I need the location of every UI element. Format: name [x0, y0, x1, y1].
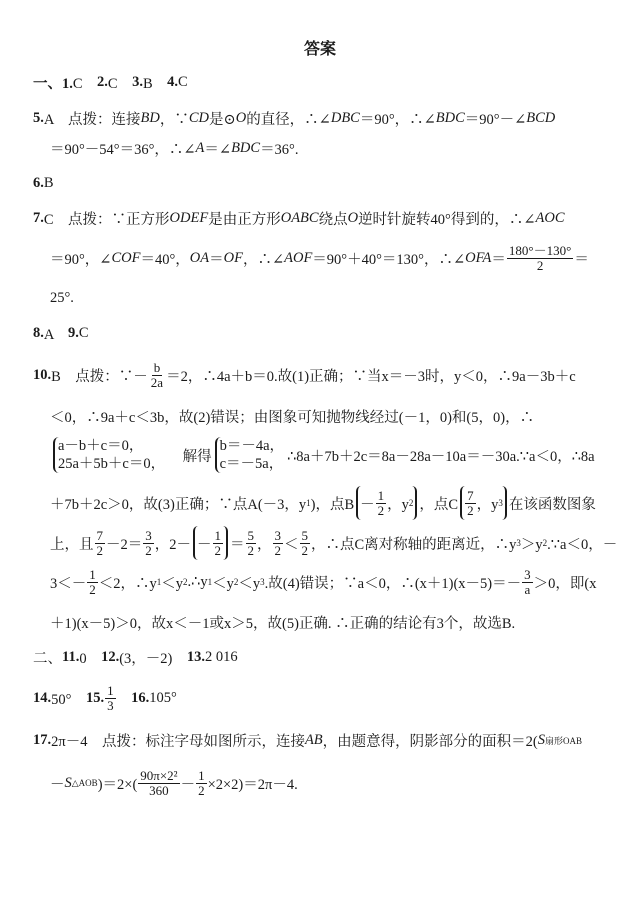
answer-line	[33, 730, 582, 750]
text-segment: ＝90°，∴∠	[359, 111, 436, 128]
text-segment: 解得	[168, 448, 212, 465]
fraction-numerator: b	[153, 359, 161, 375]
text-segment: ＜0，∴9a＋c＜3b，故(2)错误；由图象可知抛物线经过(－1，0)和(5，0)，∴	[50, 409, 535, 426]
math-variable: S	[537, 731, 545, 748]
question-number: 3.	[132, 73, 143, 90]
text-segment: ＝	[574, 251, 589, 268]
fraction	[507, 244, 573, 273]
fraction-numerator: 5	[247, 527, 254, 543]
text-segment: .故(4)错误；∵a＜0，∴(x＋1)(x－5)＝－	[264, 575, 522, 592]
question-number: 9.	[68, 324, 79, 341]
fraction-numerator: 3	[274, 527, 281, 543]
text-segment: ＋1)(x－5)＞0，故x＜－1或x＞5，故(5)正确. ∴正确的结论有3个，故选B.	[50, 615, 516, 632]
answer-line	[33, 647, 238, 667]
question-number: 15.	[85, 689, 105, 706]
question-number: 12.	[101, 648, 120, 665]
fraction-denominator: 2	[536, 257, 544, 273]
subscript: 3	[498, 498, 503, 508]
text-segment: ＜y	[212, 575, 234, 592]
fraction-numerator: 7	[96, 527, 103, 543]
text-segment: 25°.	[50, 289, 74, 306]
fraction	[246, 529, 257, 558]
math-variable: O	[235, 109, 247, 126]
fraction-denominator: 2	[301, 542, 308, 558]
fraction	[196, 769, 207, 798]
fraction-denominator: 2	[89, 581, 96, 597]
subscript: 1	[156, 577, 162, 587]
text-segment: ，点C	[419, 496, 459, 513]
fraction	[213, 529, 224, 558]
text-segment: ，∴点C离对称轴的距离近，∴y	[311, 536, 517, 553]
math-variable: ODEF	[169, 209, 209, 226]
answer-line	[33, 682, 177, 713]
subscript: 2	[183, 577, 188, 587]
text-segment: ，2－	[154, 536, 191, 553]
answer-line	[50, 566, 597, 597]
text-segment: ＜y	[238, 575, 261, 592]
text-segment: 105°	[149, 689, 177, 706]
subscript: 1	[306, 498, 311, 508]
subscript: 1	[207, 577, 213, 587]
question-number: 10.	[33, 366, 52, 383]
text-segment: 2 016	[205, 648, 238, 665]
text-segment: C	[107, 75, 133, 92]
answer-line	[50, 138, 299, 158]
math-variable: OFA	[465, 249, 492, 266]
text-segment: ，y	[476, 496, 499, 513]
fraction	[376, 489, 387, 518]
text-segment: B 点拨：∵－	[51, 368, 148, 385]
answer-line	[50, 288, 74, 308]
text-segment: ＞y	[520, 536, 543, 553]
fraction-numerator: 1	[198, 767, 205, 783]
equation-system	[53, 437, 165, 473]
parenthesized-expression	[193, 526, 228, 560]
fraction-denominator: 2	[145, 542, 152, 558]
fraction	[87, 568, 98, 597]
fraction-denominator: 2	[274, 542, 281, 558]
fraction-denominator: 360	[149, 782, 169, 798]
text-segment: ＝90°，∠	[50, 251, 112, 268]
text-segment: 二、	[33, 650, 62, 667]
question-number: 8.	[33, 324, 44, 341]
fraction-denominator: 2	[377, 502, 385, 518]
question-number: 13.	[186, 648, 205, 665]
fraction-numerator: 7	[467, 487, 474, 503]
fraction-denominator: 2	[247, 542, 254, 558]
subscript: △AOB	[71, 777, 98, 788]
text-segment: －	[50, 776, 65, 793]
text-segment: ，y	[387, 496, 409, 513]
math-variable: OA	[189, 249, 210, 266]
text-segment: )，点B	[310, 496, 355, 513]
math-variable: CD	[188, 109, 210, 126]
fraction	[465, 489, 476, 518]
text-segment: 3＜－	[50, 575, 87, 592]
text-segment: 逆时针旋转40°得到的，∴∠	[358, 211, 536, 228]
text-segment: ＝40°，	[140, 251, 190, 268]
subscript: 2	[408, 498, 414, 508]
question-number: 14.	[33, 689, 52, 706]
answer-line	[50, 487, 596, 518]
question-number: 7.	[33, 209, 44, 226]
math-variable: OF	[223, 249, 243, 266]
text-segment: ＋7b＋2c＞0，故(3)正确；∵点A(－3，y	[50, 496, 307, 513]
question-number: 4.	[167, 73, 179, 90]
fraction	[138, 769, 179, 798]
math-variable: BDC	[231, 139, 261, 156]
text-segment: (3，－2)	[119, 650, 187, 667]
math-variable: O	[347, 209, 359, 226]
text-segment: ＝2，∴4a＋b＝0.故(1)正确；∵当x＝－3时，y＜0，∴9a－3b＋c	[166, 368, 576, 385]
text-segment: 在该函数图象	[508, 496, 596, 513]
text-segment: 50°	[51, 691, 86, 708]
math-variable: DBC	[330, 109, 360, 126]
fraction-numerator: 180°－130°	[508, 242, 572, 258]
answer-line	[50, 438, 595, 472]
equation: 25a＋5b＋c＝0，	[58, 456, 166, 472]
text-segment: ＜	[284, 536, 299, 553]
text-segment: ＝	[209, 251, 224, 268]
subscript: 2	[542, 538, 548, 548]
text-segment: ＞0，即(x	[533, 575, 597, 592]
fraction-numerator: 1	[214, 527, 221, 543]
answer-line	[33, 108, 555, 128]
parenthesized-expression	[356, 486, 417, 520]
text-segment: .∴y	[187, 573, 208, 590]
question-number: 6.	[33, 174, 44, 191]
math-variable: AOF	[284, 249, 313, 266]
text-segment: ，由题意得，阴影部分的面积＝2(	[322, 733, 538, 750]
question-number: 5.	[33, 109, 44, 126]
parenthesized-expression	[460, 486, 507, 520]
math-variable: AOC	[535, 209, 565, 226]
answer-line	[50, 242, 589, 273]
text-segment: 0	[79, 650, 102, 667]
fraction-denominator: 2	[96, 542, 103, 558]
equation-system	[215, 437, 284, 473]
text-segment: ＝90°＋40°＝130°，∴∠	[312, 251, 466, 268]
text-segment: C 点拨：∵正方形	[43, 211, 170, 228]
text-segment: 绕点	[318, 211, 348, 228]
math-variable: BD	[140, 109, 160, 126]
text-segment: A 点拨：连接	[43, 111, 141, 128]
fraction	[143, 529, 154, 558]
answer-line	[33, 208, 565, 228]
text-segment: －	[360, 496, 375, 513]
text-segment: －2＝	[106, 536, 143, 553]
math-variable: BDC	[435, 109, 465, 126]
text-segment: ×2×2)＝2π－4.	[207, 776, 298, 793]
question-number: 17.	[33, 731, 52, 748]
fraction	[95, 529, 106, 558]
text-segment: 2π－4 点拨：标注字母如图所示，连接	[51, 733, 305, 750]
text-segment: －	[180, 776, 196, 793]
fraction-denominator: 2	[214, 542, 221, 558]
text-segment: ＝36°.	[260, 141, 299, 158]
fraction-denominator: 3	[107, 697, 114, 713]
text-segment: ＝90°－∠	[464, 111, 527, 128]
math-variable: COF	[111, 249, 141, 266]
math-variable: OABC	[280, 209, 319, 226]
fraction-numerator: 5	[301, 527, 308, 543]
fraction-numerator: 1	[89, 566, 96, 582]
text-segment: ∴8a＋7b＋2c＝8a－28a－10a＝－30a.∵a＜0，∴8a	[287, 448, 595, 465]
answer-line	[33, 173, 54, 193]
answer-line	[33, 72, 188, 92]
math-variable: AB	[304, 731, 323, 748]
text-segment: ＝90°－54°＝36°，∴∠	[50, 141, 196, 158]
text-segment: A	[43, 326, 69, 343]
fraction-numerator: 3	[145, 527, 152, 543]
text-segment: ＝	[491, 251, 506, 268]
answer-line	[50, 527, 618, 558]
math-variable: BCD	[526, 109, 556, 126]
fraction-denominator: 2a	[150, 374, 164, 390]
text-segment: )＝2×(	[97, 776, 138, 793]
fraction-numerator: 1	[107, 682, 114, 698]
text-segment: .∵a＜0，－	[547, 536, 618, 553]
fraction	[300, 529, 311, 558]
text-segment: B	[142, 75, 168, 92]
fraction	[149, 361, 165, 390]
text-segment: ，∴∠	[242, 251, 285, 268]
text-segment: 的直径，∴∠	[246, 111, 331, 128]
answer-line	[33, 323, 89, 343]
equation: c＝－5a，	[219, 456, 284, 472]
text-segment: ，∵	[159, 111, 189, 128]
answer-line	[50, 612, 515, 632]
fraction	[522, 568, 533, 597]
subscript: 2	[233, 577, 239, 587]
text-segment: ＜2，∴y	[98, 575, 157, 592]
text-segment: B	[43, 174, 54, 191]
subscript: 3	[260, 577, 265, 587]
fraction-denominator: 2	[467, 502, 474, 518]
equation: a－b＋c＝0，	[58, 438, 144, 454]
answer-line	[50, 406, 534, 426]
fraction-numerator: 3	[524, 566, 531, 582]
text-segment	[117, 688, 132, 709]
subscript: 扇形OAB	[545, 735, 583, 746]
question-number: 11.	[62, 648, 80, 665]
text-segment: 是由正方形	[208, 211, 281, 228]
page-title: 答案	[303, 41, 336, 58]
answer-line	[33, 359, 576, 390]
fraction	[105, 684, 116, 713]
text-segment: 是⊙	[209, 111, 236, 128]
text-segment: －	[197, 536, 212, 553]
question-number: 16.	[131, 689, 150, 706]
answer-line	[50, 767, 298, 798]
fraction-denominator: a	[524, 581, 531, 597]
text-segment: ＜y	[161, 575, 183, 592]
fraction-numerator: 1	[377, 487, 385, 503]
math-variable: S	[64, 774, 72, 791]
text-segment: ，	[257, 536, 272, 553]
text-segment: ＝∠	[204, 141, 232, 158]
text-segment: 上，且	[50, 536, 94, 553]
text-segment: ＝	[230, 536, 245, 553]
question-number: 一、1.	[33, 75, 73, 92]
subscript: 3	[516, 538, 521, 548]
text-segment: C	[178, 73, 188, 90]
math-variable: A	[195, 139, 205, 156]
text-segment: C	[78, 324, 89, 341]
fraction	[273, 529, 284, 558]
equation: b＝－4a，	[219, 438, 285, 454]
question-number: 2.	[97, 73, 108, 90]
fraction-numerator: 90π×2²	[140, 767, 178, 783]
fraction-denominator: 2	[198, 782, 205, 798]
text-segment: C	[72, 75, 98, 92]
